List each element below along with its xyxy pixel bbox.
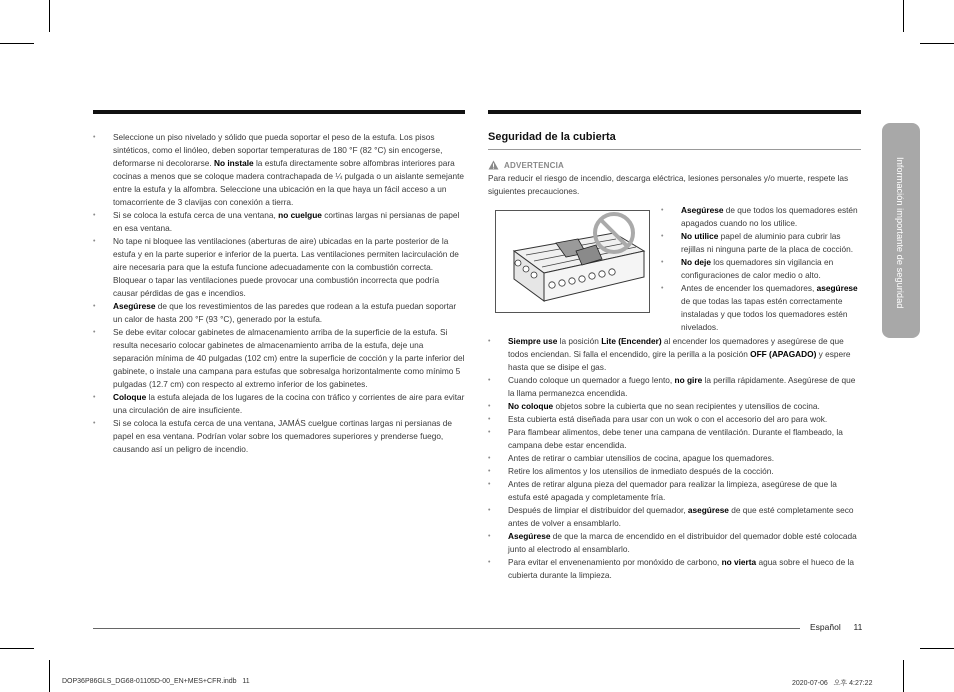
crop-mark <box>0 648 34 649</box>
bullet-keyword: Asegúrese <box>113 301 156 311</box>
right-column <box>488 131 861 198</box>
bullet-text: Esta cubierta está diseñada para usar con un wok o con el accesorio del aro para wok. <box>508 414 828 424</box>
bullet-item <box>93 391 465 417</box>
bullet-text: Retire los alimentos y los utensilios de inmediato después de la cocción. <box>508 466 774 476</box>
right-bullets <box>488 335 861 582</box>
bullet-item <box>488 504 861 530</box>
bullet-item <box>488 400 861 413</box>
bullet-item <box>661 256 861 282</box>
bullet-keyword: asegúrese <box>687 505 729 515</box>
cooktop-illustration <box>495 210 650 313</box>
bullet-item <box>488 426 861 452</box>
bullet-text: agua sobre el hueco de la cubierta durante la limpieza. <box>508 557 854 580</box>
bullet-item <box>661 204 861 230</box>
bullet-text: la estufa alejada de los lugares de la cocina con tráfico y corrientes de aire para evitar una circulación de aire insuficiente. <box>113 392 465 415</box>
bullet-text: al encender los quemadores y asegúrese de que todos enciendan. Si falla el encendido, gire la perilla a la posición <box>508 336 844 359</box>
bullet-item <box>488 413 861 426</box>
file-name-slug: DOP36P86GLS_DG68-01105D-00_EN+MES+CFR.indb 11 <box>62 678 250 685</box>
right-bullet-list <box>488 335 861 582</box>
warning-icon <box>488 160 499 170</box>
section-title: Seguridad de la cubierta <box>488 131 616 143</box>
bullet-text: la estufa directamente sobre alfombras interiores para cocinas a menos que se coloque madera contrachapada de ¼ pulgada o un aislante semejante entre la estufa y la alfombra. Seleccione una ubicación en la que haya un fácil acceso a un tomacorriente de 3 clavijas con conexión a tierra. <box>113 158 465 207</box>
page-number: 11 <box>853 622 863 632</box>
bullet-item <box>93 235 465 300</box>
bullet-keyword: Lite (Encender) <box>601 336 662 346</box>
crop-mark <box>920 43 954 44</box>
bullet-text: Seleccione un piso nivelado y sólido que pueda soportar el peso de la estufa. Los pisos sintéticos, como el linóleo, deben soportar temperaturas de 180 °F (82 °C) sin encogerse, deformarse ni decolorarse. <box>113 132 443 168</box>
bullet-text: Cuando coloque un quemador a fuego lento, <box>508 375 675 385</box>
bullet-item <box>93 417 465 456</box>
crop-mark <box>903 660 904 692</box>
bullet-text: y espere hasta que se disipe el gas. <box>508 349 851 372</box>
bullet-item <box>488 335 861 374</box>
bullet-keyword: no vierta <box>721 557 757 567</box>
right-column-top-rule <box>488 110 861 114</box>
left-bullet-list <box>93 131 465 456</box>
crop-mark <box>49 660 50 692</box>
bullet-keyword: no cuelgue <box>278 210 322 220</box>
bullet-text: cortinas largas ni persianas de papel en esa ventana. <box>113 210 460 233</box>
timestamp-slug: 2020-07-06 오후 4:27:22 <box>792 680 873 687</box>
bullet-item <box>93 300 465 326</box>
bullet-keyword: Siempre use <box>508 336 558 346</box>
bullet-text: de que todas las tapas estén correctamente instaladas y que todos los quemadores estén nivelados. <box>681 296 848 332</box>
bullet-text: Si se coloca la estufa cerca de una ventana, <box>113 210 279 220</box>
bullet-item <box>93 209 465 235</box>
bullet-item <box>488 556 861 582</box>
bullet-text: Si se coloca la estufa cerca de una ventana, JAMÁS cuelgue cortinas largas ni persianas de papel en esa ventana. Podrían volar sobre los quemadores superiores y prenderse fuego, causando así un peligro de incendio. <box>113 418 452 454</box>
bullet-item <box>93 326 465 391</box>
footer-language: Español <box>810 622 841 632</box>
bullet-text: Antes de retirar o cambiar utensilios de cocina, apague los quemadores. <box>508 453 775 463</box>
bullet-item <box>661 230 861 256</box>
bullet-keyword: OFF (APAGADO) <box>750 349 817 359</box>
bullet-text: de que todos los quemadores estén apagados cuando no los utilice. <box>681 205 858 228</box>
bullet-text: Para flambear alimentos, debe tener una campana de ventilación. Durante el flambeado, la campana debe estar encendida. <box>508 427 843 450</box>
bullet-keyword: No instale <box>214 158 254 168</box>
bullet-keyword: Asegúrese <box>681 205 724 215</box>
crop-mark <box>0 43 34 44</box>
warning-header <box>488 160 861 170</box>
illustration-side-notes <box>661 204 861 334</box>
bullet-keyword: No coloque <box>508 401 554 411</box>
bullet-keyword: No utilice <box>681 231 719 241</box>
left-column-top-rule <box>93 110 465 114</box>
bullet-text: Antes de encender los quemadores, <box>681 283 817 293</box>
crop-mark <box>920 648 954 649</box>
bullet-text: objetos sobre la cubierta que no sean recipientes y utensilios de cocina. <box>553 401 820 411</box>
warning-intro: Para reducir el riesgo de incendio, descarga eléctrica, lesiones personales y/o muerte, respete las siguientes precauciones. <box>488 173 849 196</box>
bullet-item <box>488 452 861 465</box>
bullet-text: la posición <box>557 336 602 346</box>
bullet-keyword: asegúrese <box>816 283 858 293</box>
bullet-item <box>93 131 465 209</box>
bullet-text: papel de aluminio para cubrir las rejillas ni ninguna parte de la placa de cocción. <box>681 231 854 254</box>
bullet-text: Para evitar el envenenamiento por monóxido de carbono, <box>508 557 722 567</box>
illustration-bullet-list <box>661 204 861 334</box>
bullet-item <box>488 530 861 556</box>
bullet-item <box>488 374 861 400</box>
bullet-text: Se debe evitar colocar gabinetes de almacenamiento arriba de la superficie de la estufa. Si resulta necesario colocar gabinetes de almacenamiento arriba de la estufa, deje una separación mínima de 40 pulgadas (102 cm) entre la superficie de cocción y la parte inferior del gabinete, o instale una campana para estufas que sobresalga horizontalmente como mínimo 5 pulgadas (12.7 cm) con respecto al extremo inferior de los gabinetes. <box>113 327 465 389</box>
crop-mark <box>49 0 50 32</box>
chapter-side-tab-label: Información importante de seguridad <box>895 157 905 309</box>
bullet-keyword: Coloque <box>113 392 147 402</box>
bullet-item <box>488 465 861 478</box>
bullet-text: Después de limpiar el distribuidor del quemador, <box>508 505 688 515</box>
bullet-item <box>661 282 861 334</box>
left-column <box>93 131 465 456</box>
bullet-keyword: no gire <box>674 375 703 385</box>
cooktop-foil-prohibited-image <box>496 211 649 312</box>
bullet-text: los quemadores sin vigilancia en configuraciones de calor medio o alto. <box>681 257 834 280</box>
crop-mark <box>903 0 904 32</box>
bullet-text: de que la marca de encendido en el distribuidor del quemador doble esté colocada junto al electrodo al ensamblarlo. <box>508 531 857 554</box>
section-title-divider <box>488 149 861 150</box>
bullet-keyword: Asegúrese <box>508 531 551 541</box>
bullet-text: No tape ni bloquee las ventilaciones (aberturas de aire) ubicadas en la parte posterior de la estufa y en la parte superior e inferior de la puerta. Las ventilaciones permiten lacirculación de aire necesaria para que la estufa funcione adecuadamente con la combustión correcta. Bloquear o tapar las ventilaciones puede provocar una combustión incorrecta que podría causar pérdidas de gas e incendios. <box>113 236 459 298</box>
bullet-text: la perilla rápidamente. Asegúrese de que la llama permanezca encendida. <box>508 375 856 398</box>
bullet-keyword: No deje <box>681 257 711 267</box>
chapter-side-tab[interactable] <box>882 123 920 338</box>
bullet-text: de que esté completamente seco antes de volver a ensamblarlo. <box>508 505 854 528</box>
bullet-text: Antes de retirar alguna pieza del quemador para realizar la limpieza, asegúrese de que la estufa esté apagada y completamente fría. <box>508 479 837 502</box>
page-footer <box>810 622 862 632</box>
footer-rule <box>93 628 800 629</box>
bullet-text: de que los revestimientos de las paredes que rodean a la estufa puedan soportar un calor de hasta 200 °F (93 °C), generado por la estufa. <box>113 301 457 324</box>
warning-label: ADVERTENCIA <box>504 160 564 170</box>
bullet-item <box>488 478 861 504</box>
